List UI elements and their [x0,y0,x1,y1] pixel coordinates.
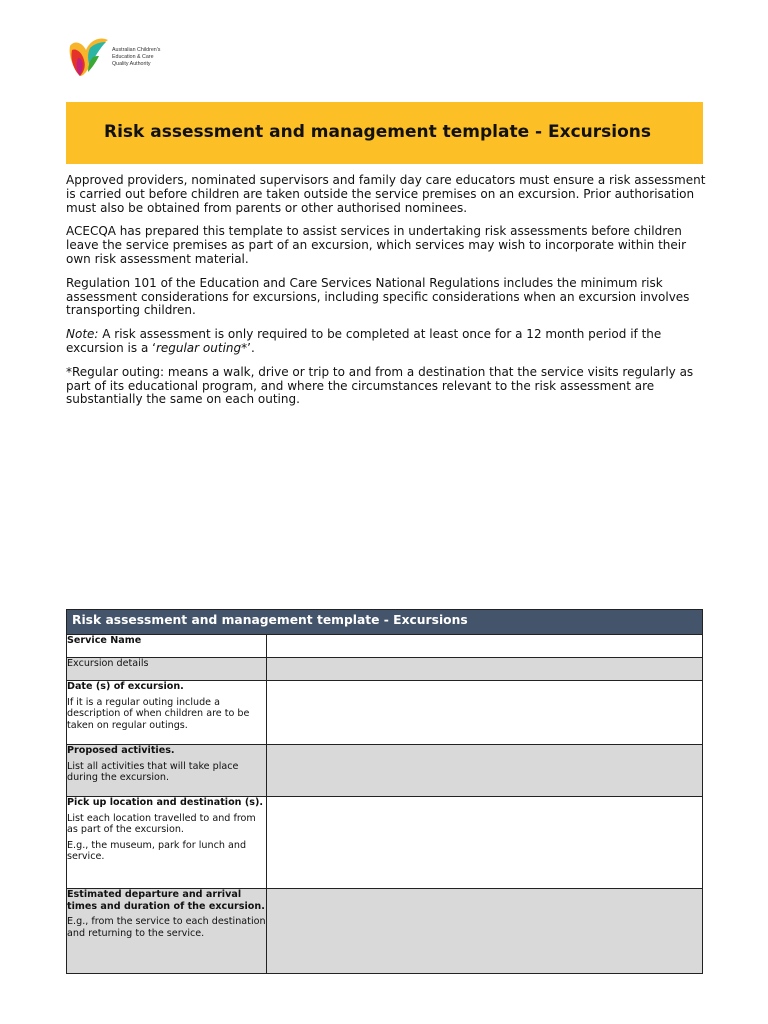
title-banner [66,102,703,164]
times-label [67,889,267,974]
excursion-form-table [66,609,703,974]
service-name-field[interactable] [267,635,703,658]
logo-line-1: Australian Children's [112,47,161,53]
acecqa-logo [66,36,186,80]
intro-text [66,174,706,417]
intro-paragraph-2: ACECQA has prepared this template to assist services in undertaking risk assessments before children leave the service premises as part of an excursion, which services may wish to incorporate within their own risk assessment material. [66,224,687,266]
intro-paragraph-1: Approved providers, nominated supervisors and family day care educators must ensure a risk assessment is carried out before children are taken outside the service premises on an excursion. Prior authorisation must also be obtained from parents or other authorised nominees. [66,173,706,215]
locations-description-2: E.g., the museum, park for lunch and service. [67,839,247,863]
acecqa-logo-icon [66,36,110,78]
service-name-label [67,635,267,658]
excursion-details-field[interactable] [267,658,703,681]
intro-note [66,328,706,356]
locations-label [67,797,267,889]
logo-line-3: Quality Authority [112,61,151,68]
locations-field[interactable] [267,797,703,889]
times-description: E.g., from the service to each destination and returning to the service. [67,916,266,939]
note-italic: regular outing* [155,340,248,355]
date-title: Date (s) of excursion. [67,681,184,692]
date-label [67,681,267,745]
excursion-details-text: Excursion details [67,658,149,669]
note-label: Note: [66,327,99,342]
logo-text [112,47,160,69]
intro-paragraph-5: *Regular outing: means a walk, drive or trip to and from a destination that the service visits regularly as part of its educational program, and where the circumstances relevant to the risk assessment are substantially the same on each outing. [66,364,694,407]
times-field[interactable] [267,889,703,974]
times-title: Estimated departure and arrival times and duration of the excursion. [67,889,265,912]
table-header: Risk assessment and management template - Excursions [67,610,703,635]
locations-description-1: List each location travelled to and from as part of the excursion. [67,812,256,836]
locations-title: Pick up location and destination (s). [67,797,263,808]
excursion-details-label [67,658,267,681]
note-end: ’. [247,340,255,355]
activities-label [67,745,267,797]
service-name-title: Service Name [67,635,142,646]
intro-paragraph-3: Regulation 101 of the Education and Care Services National Regulations includes the minimum risk assessment considerations for excursions, including specific considerations when an excursion involves transporting children. [66,275,690,318]
activities-description: List all activities that will take place during the excursion. [67,760,239,784]
activities-title: Proposed activities. [67,745,175,756]
logo-line-2: Education & Care [112,54,154,61]
activities-field[interactable] [267,745,703,797]
page-title: Risk assessment and management template - Excursions [104,122,652,142]
date-field[interactable] [267,681,703,745]
date-description: If it is a regular outing include a description of when children are to be taken on regular outings. [67,696,250,731]
note-text: A risk assessment is only required to be completed at least once for a 12 month period if the excursion is a ‘ [66,327,662,355]
